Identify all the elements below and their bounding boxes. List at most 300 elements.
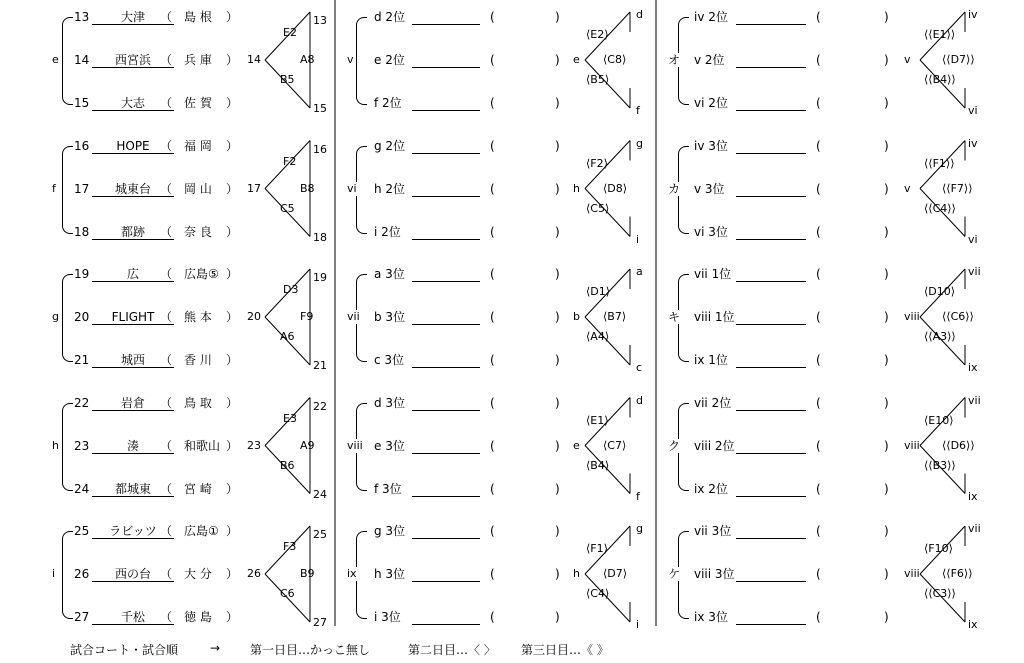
match-code: ⟨F10⟩	[924, 542, 953, 555]
blank-line	[412, 225, 480, 240]
match-code: A9	[300, 438, 315, 452]
group-roman: vi	[347, 181, 357, 195]
group-roman: viii	[347, 438, 363, 452]
match-code: F9	[300, 310, 314, 323]
match-code: B6	[280, 458, 295, 472]
paren-close: )	[555, 310, 560, 324]
prefecture: 和歌山	[184, 438, 221, 453]
group-roman: v	[347, 53, 354, 66]
paren-open: （	[160, 53, 173, 67]
group-bracket	[62, 146, 73, 234]
blank-line	[412, 267, 480, 282]
slot-label: vii 3位	[694, 524, 732, 538]
paren-close: )	[555, 53, 560, 67]
slot-label: iv 2位	[694, 10, 728, 24]
slot-label: viii 2位	[694, 438, 735, 453]
team-name: 城東台	[92, 182, 174, 197]
match-code: ⟨C4⟩	[586, 587, 610, 600]
slot-label: h 3位	[374, 567, 406, 581]
team-number: 25	[74, 524, 90, 538]
blank-line	[736, 610, 806, 625]
paren-close: ）	[226, 267, 239, 281]
slot-label: e 3位	[374, 438, 405, 453]
blank-line	[736, 139, 806, 154]
center-letter: e	[573, 438, 580, 452]
paren-open: (	[816, 353, 821, 367]
paren-open: （	[160, 310, 173, 324]
end-roman-top: iv	[968, 8, 978, 21]
match-code: ⟨D10⟩	[924, 285, 956, 298]
blank-line	[412, 353, 480, 368]
slot-label: d 3位	[374, 395, 406, 410]
blank-line	[736, 353, 806, 368]
match-code: ⟨D7⟩	[603, 567, 628, 580]
end-letter-bottom: f	[636, 104, 640, 117]
slot-label: g 3位	[374, 524, 406, 538]
match-code: ⟨E1⟩	[586, 413, 609, 427]
paren-open: (	[816, 438, 821, 453]
group-bracket	[62, 274, 73, 362]
blank-line	[412, 310, 480, 325]
paren-close: ）	[226, 310, 239, 324]
prefecture: 大 分	[184, 567, 212, 581]
match-code: ⟨⟨A3⟩⟩	[924, 330, 956, 343]
paren-close: )	[884, 53, 889, 67]
paren-close: )	[884, 96, 889, 110]
slot-label: d 2位	[374, 10, 406, 24]
blank-line	[412, 610, 480, 625]
paren-open: （	[160, 353, 173, 367]
match-code: A8	[300, 53, 315, 66]
blank-line	[412, 567, 480, 582]
paren-open: (	[816, 138, 821, 153]
end-roman-top: iv	[968, 136, 978, 150]
match-code: E3	[283, 411, 297, 425]
match-code: ⟨E10⟩	[924, 413, 954, 427]
center-number: 14	[247, 53, 261, 66]
end-roman-bottom: vi	[968, 232, 978, 246]
paren-open: (	[490, 138, 495, 153]
paren-open: (	[490, 181, 495, 196]
slot-label: iv 3位	[694, 138, 728, 153]
prefecture: 徳 島	[184, 610, 212, 624]
slot-label: ix 1位	[694, 353, 728, 367]
center-number: 20	[247, 310, 261, 323]
paren-close: ）	[226, 224, 239, 239]
paren-close: )	[884, 567, 889, 581]
paren-close: )	[555, 438, 560, 453]
paren-close: ）	[226, 10, 239, 24]
group-letter: g	[52, 310, 59, 323]
match-code: ⟨D8⟩	[603, 181, 628, 195]
blank-line	[736, 267, 806, 282]
blank-line	[412, 139, 480, 154]
paren-open: (	[490, 395, 495, 410]
team-name: 千松	[92, 610, 174, 625]
end-letter-top: g	[636, 136, 643, 150]
paren-open: （	[160, 524, 173, 538]
paren-close: )	[884, 181, 889, 196]
blank-line	[736, 53, 806, 68]
team-number: 19	[74, 267, 90, 281]
match-code: ⟨⟨D6⟩⟩	[942, 438, 975, 452]
paren-close: )	[884, 610, 889, 624]
blank-line	[736, 567, 806, 582]
slot-label: vi 2位	[694, 96, 728, 110]
slot-label: g 2位	[374, 138, 406, 153]
paren-open: （	[160, 481, 173, 496]
paren-close: )	[555, 353, 560, 367]
paren-open: （	[160, 267, 173, 281]
match-code: C5	[280, 201, 295, 215]
prefecture: 奈 良	[184, 224, 212, 239]
center-letter: h	[573, 567, 580, 580]
prefecture: 広島⑤	[184, 267, 219, 281]
paren-close: )	[555, 224, 560, 239]
match-code: ⟨B7⟩	[603, 310, 627, 323]
end-letter-top: d	[636, 8, 643, 21]
prefecture: 熊 本	[184, 310, 212, 324]
paren-open: (	[816, 10, 821, 24]
match-code: ⟨⟨C6⟩⟩	[942, 310, 974, 323]
match-code: ⟨⟨F1⟩⟩	[924, 156, 955, 170]
paren-open: (	[490, 310, 495, 324]
end-roman-bottom: ix	[968, 361, 978, 374]
paren-close: ）	[226, 481, 239, 496]
center-number: 17	[247, 181, 261, 195]
prefecture: 広島①	[184, 524, 219, 538]
slot-label: f 2位	[374, 96, 402, 110]
match-code: ⟨⟨B3⟩⟩	[924, 458, 956, 472]
center-roman: v	[904, 181, 911, 195]
center-letter: b	[573, 310, 580, 323]
paren-close: )	[555, 267, 560, 281]
paren-close: )	[555, 181, 560, 196]
match-code: B5	[280, 73, 295, 86]
paren-open: (	[490, 610, 495, 624]
paren-open: (	[816, 96, 821, 110]
group-bracket	[62, 403, 73, 491]
team-name: FLIGHT	[92, 310, 174, 325]
group-kana: ケ	[668, 567, 681, 581]
team-number: 13	[74, 10, 90, 24]
slot-label: ix 2位	[694, 481, 728, 496]
end-letter-top: a	[636, 265, 643, 278]
end-letter-bottom: f	[636, 489, 640, 503]
slot-label: f 3位	[374, 481, 402, 496]
paren-close: ）	[226, 395, 239, 410]
slot-label: viii 1位	[694, 310, 735, 324]
end-number-bottom: 27	[313, 616, 327, 629]
prefecture: 香 川	[184, 353, 212, 367]
match-code: D3	[283, 283, 299, 296]
group-kana: オ	[668, 53, 681, 67]
paren-close: )	[555, 610, 560, 624]
match-code: ⟨B4⟩	[586, 458, 610, 472]
team-name: HOPE	[92, 139, 174, 154]
blank-line	[412, 439, 480, 454]
footer-day2: 第二日目…〈 〉	[408, 643, 496, 657]
paren-open: (	[490, 438, 495, 453]
team-name: 城西	[92, 353, 174, 368]
blank-line	[736, 524, 806, 539]
slot-label: b 3位	[374, 310, 406, 324]
paren-close: )	[884, 353, 889, 367]
team-number: 15	[74, 96, 90, 110]
blank-line	[736, 310, 806, 325]
match-code: C6	[280, 587, 295, 600]
blank-line	[736, 225, 806, 240]
end-letter-bottom: i	[636, 232, 640, 246]
match-code: ⟨⟨B4⟩⟩	[924, 73, 956, 86]
paren-close: ）	[226, 138, 239, 153]
paren-close: )	[884, 267, 889, 281]
paren-open: (	[816, 395, 821, 410]
team-number: 26	[74, 567, 90, 581]
paren-open: （	[160, 438, 173, 453]
slot-label: vi 3位	[694, 224, 728, 239]
center-roman: viii	[904, 310, 920, 323]
blank-line	[412, 396, 480, 411]
group-bracket	[356, 531, 367, 619]
paren-open: （	[160, 395, 173, 410]
group-letter: h	[52, 438, 59, 452]
paren-open: (	[490, 481, 495, 496]
paren-close: )	[555, 96, 560, 110]
paren-close: )	[555, 481, 560, 496]
end-letter-bottom: c	[636, 361, 643, 374]
paren-close: )	[884, 310, 889, 324]
match-code: A6	[280, 330, 295, 343]
end-number-bottom: 18	[313, 230, 327, 244]
blank-line	[736, 182, 806, 197]
footer-legend-label: 試合コート・試合順	[70, 643, 179, 657]
blank-line	[736, 10, 806, 25]
paren-open: (	[816, 524, 821, 538]
blank-line	[736, 439, 806, 454]
group-roman: vii	[347, 310, 360, 323]
end-number-top: 16	[313, 142, 327, 156]
paren-open: (	[490, 524, 495, 538]
paren-open: (	[816, 481, 821, 496]
match-code: B9	[300, 567, 315, 580]
group-bracket	[62, 531, 73, 619]
team-number: 17	[74, 181, 90, 196]
slot-label: v 2位	[694, 53, 725, 67]
paren-close: ）	[226, 524, 239, 538]
center-roman: viii	[904, 438, 920, 452]
end-number-bottom: 21	[313, 359, 327, 372]
paren-open: (	[490, 53, 495, 67]
group-letter: e	[52, 53, 59, 66]
end-number-top: 25	[313, 528, 327, 541]
team-name: 岩倉	[92, 396, 174, 411]
end-number-top: 19	[313, 271, 327, 284]
match-code: F2	[283, 154, 297, 168]
match-code: ⟨F2⟩	[586, 156, 608, 170]
slot-label: viii 3位	[694, 567, 735, 581]
center-roman: v	[904, 53, 911, 66]
group-bracket	[356, 146, 367, 234]
end-roman-top: vii	[968, 522, 981, 535]
team-number: 16	[74, 138, 90, 153]
group-letter: i	[52, 567, 56, 580]
end-letter-top: d	[636, 393, 643, 407]
center-letter: h	[573, 181, 580, 195]
end-letter-bottom: i	[636, 618, 640, 631]
paren-open: (	[490, 96, 495, 110]
prefecture: 岡 山	[184, 181, 212, 196]
slot-label: h 2位	[374, 181, 406, 196]
team-name: 都城東	[92, 482, 174, 497]
footer-arrow: →	[210, 641, 221, 655]
paren-close: ）	[226, 438, 239, 453]
slot-label: i 2位	[374, 224, 401, 239]
blank-line	[736, 396, 806, 411]
paren-close: )	[555, 567, 560, 581]
center-number: 23	[247, 438, 261, 452]
match-code: ⟨C7⟩	[603, 438, 627, 452]
team-name: 湊	[92, 439, 174, 454]
team-name: 広	[92, 267, 174, 282]
paren-close: )	[884, 138, 889, 153]
team-name: ラビッツ	[92, 524, 174, 539]
footer-day3: 第三日目…《 》	[521, 643, 609, 657]
team-name: 都跡	[92, 225, 174, 240]
team-number: 24	[74, 481, 90, 496]
paren-close: )	[555, 395, 560, 410]
paren-open: (	[490, 224, 495, 239]
match-code: ⟨B5⟩	[586, 73, 610, 86]
group-roman: ix	[347, 567, 357, 580]
slot-label: ix 3位	[694, 610, 728, 624]
match-code: ⟨⟨D7⟩⟩	[942, 53, 975, 66]
slot-label: vii 1位	[694, 267, 732, 281]
team-number: 20	[74, 310, 90, 324]
paren-open: (	[816, 567, 821, 581]
end-number-top: 13	[313, 14, 327, 27]
blank-line	[412, 482, 480, 497]
end-number-bottom: 15	[313, 102, 327, 115]
paren-open: （	[160, 181, 173, 196]
paren-open: （	[160, 138, 173, 153]
slot-label: e 2位	[374, 53, 405, 67]
slot-label: v 3位	[694, 181, 725, 196]
team-number: 22	[74, 395, 90, 410]
paren-open: (	[816, 310, 821, 324]
group-kana: ク	[668, 438, 681, 453]
match-code: E2	[283, 26, 297, 39]
blank-line	[736, 96, 806, 111]
group-kana: キ	[668, 310, 681, 324]
paren-open: （	[160, 96, 173, 110]
match-code: ⟨⟨F6⟩⟩	[942, 567, 973, 580]
end-roman-top: vii	[968, 265, 981, 278]
paren-open: (	[816, 267, 821, 281]
paren-close: )	[884, 10, 889, 24]
paren-close: ）	[226, 53, 239, 67]
paren-open: (	[490, 10, 495, 24]
prefecture: 福 岡	[184, 138, 212, 153]
paren-close: ）	[226, 96, 239, 110]
end-roman-bottom: vi	[968, 104, 978, 117]
paren-open: (	[816, 224, 821, 239]
paren-close: )	[555, 524, 560, 538]
match-code: ⟨⟨E1⟩⟩	[924, 28, 956, 41]
paren-open: (	[816, 181, 821, 196]
paren-open: （	[160, 10, 173, 24]
paren-close: )	[884, 395, 889, 410]
slot-label: vii 2位	[694, 395, 732, 410]
match-code: ⟨C8⟩	[603, 53, 627, 66]
paren-close: ）	[226, 610, 239, 624]
end-number-top: 22	[313, 399, 327, 413]
paren-open: (	[490, 353, 495, 367]
match-code: B8	[300, 181, 315, 195]
paren-open: (	[816, 610, 821, 624]
prefecture: 宮 崎	[184, 481, 212, 496]
paren-open: (	[816, 53, 821, 67]
team-number: 27	[74, 610, 90, 624]
team-number: 21	[74, 353, 90, 367]
team-name: 大津	[92, 10, 174, 25]
blank-line	[412, 10, 480, 25]
match-code: ⟨C5⟩	[586, 201, 610, 215]
team-number: 14	[74, 53, 90, 67]
group-kana: カ	[668, 181, 681, 196]
paren-open: （	[160, 224, 173, 239]
paren-close: ）	[226, 353, 239, 367]
match-code: ⟨E2⟩	[586, 28, 609, 41]
team-number: 23	[74, 438, 90, 453]
center-roman: viii	[904, 567, 920, 580]
blank-line	[412, 53, 480, 68]
prefecture: 鳥 取	[184, 395, 212, 410]
match-code: ⟨⟨C3⟩⟩	[924, 587, 956, 600]
paren-close: )	[884, 524, 889, 538]
paren-close: )	[884, 224, 889, 239]
paren-open: （	[160, 610, 173, 624]
paren-close: )	[884, 481, 889, 496]
paren-close: )	[555, 138, 560, 153]
prefecture: 佐 賀	[184, 96, 212, 110]
paren-close: ）	[226, 567, 239, 581]
team-name: 大志	[92, 96, 174, 111]
match-code: ⟨⟨C4⟩⟩	[924, 201, 956, 215]
paren-close: )	[884, 438, 889, 453]
paren-close: ）	[226, 181, 239, 196]
group-bracket	[62, 17, 73, 105]
blank-line	[412, 96, 480, 111]
group-letter: f	[52, 181, 56, 195]
match-code: ⟨A4⟩	[586, 330, 610, 343]
slot-label: i 3位	[374, 610, 401, 624]
paren-close: )	[555, 10, 560, 24]
slot-label: a 3位	[374, 267, 405, 281]
team-name: 西宮浜	[92, 53, 174, 68]
team-number: 18	[74, 224, 90, 239]
slot-label: c 3位	[374, 353, 405, 367]
blank-line	[736, 482, 806, 497]
center-letter: e	[573, 53, 580, 66]
paren-open: (	[490, 567, 495, 581]
match-code: ⟨F1⟩	[586, 542, 608, 555]
prefecture: 島 根	[184, 10, 212, 24]
end-number-bottom: 24	[313, 487, 327, 501]
blank-line	[412, 524, 480, 539]
end-roman-top: vii	[968, 393, 981, 407]
match-code: F3	[283, 540, 297, 553]
